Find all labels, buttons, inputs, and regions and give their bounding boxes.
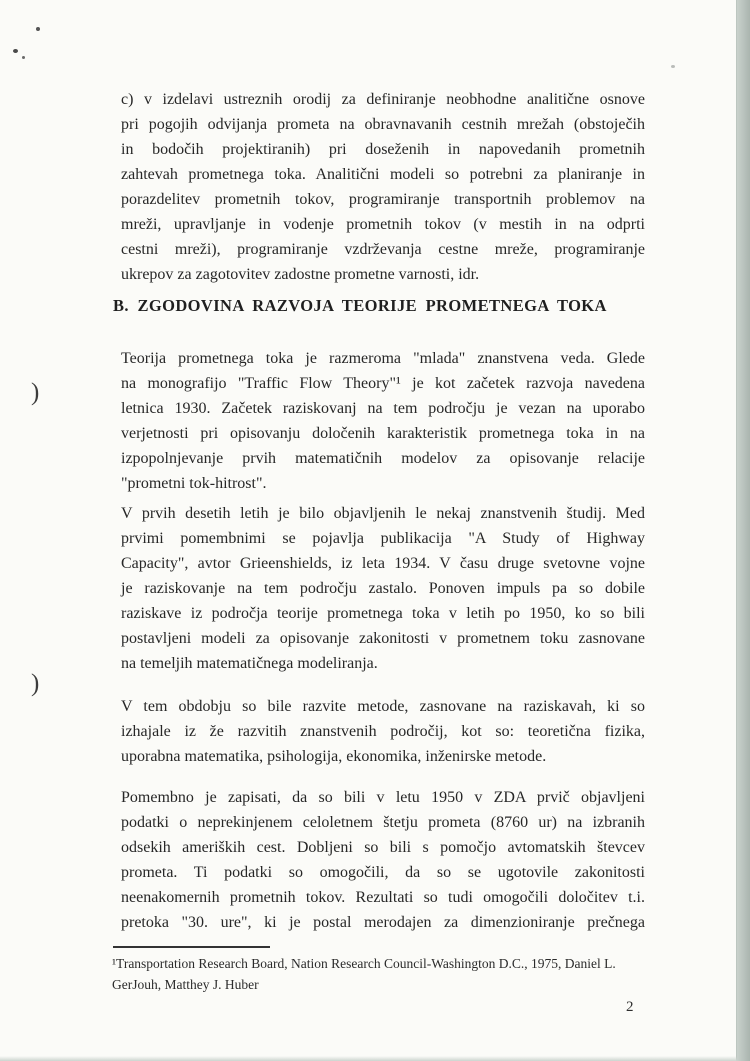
text-line: V tem obdobju so bile razvite metode, zasnovane na raziskavah, ki so: [121, 698, 645, 715]
footnote: [112, 953, 622, 995]
text-line: c) v izdelavi ustreznih orodij za definiranje neobhodne analitične osnove: [121, 91, 645, 108]
text-line: Pomembno je zapisati, da so bili v letu 1950 v ZDA prvič objavljeni: [121, 789, 645, 806]
ink-speck: [671, 65, 675, 68]
text-line: letnica 1930. Začetek raziskovanj na tem področju je vezan na uporabo: [121, 400, 645, 417]
text-line: in bodočih projektiranih) pri doseženih in napovedanih prometnih: [121, 141, 645, 158]
text-line: V prvih desetih letih je bilo objavljenih le nekaj znanstvenih študij. Med: [121, 505, 645, 522]
text-line: je raziskovanje na tem področju zastalo. Ponoven impuls pa so dobile: [121, 580, 645, 597]
text-line: ¹Transportation Research Board, Nation Research Council-Washington D.C., 1975, Daniel L.: [112, 956, 616, 971]
text-line: prometa. Ti podatki so omogočili, da so se ugotovile zakonitosti: [121, 864, 645, 881]
paragraph-item-c: [121, 87, 645, 287]
text-line: postavljeni modeli za opisovanje zakonitosti v prometnem toku zasnovane: [121, 630, 645, 647]
text-line: uporabna matematika, psihologija, ekonomika, inženirske metode.: [121, 748, 547, 765]
margin-annotation-mark: ): [31, 379, 40, 406]
text-line: na temeljih matematičnega modeliranja.: [121, 655, 378, 672]
text-line: mreži, upravljanje in vodenje prometnih tokov (v mestih in na odprti: [121, 216, 645, 233]
paragraph-pomembno: [121, 785, 645, 935]
text-line: Capacity", avtor Grieenshields, iz leta 1934. V času druge svetovne vojne: [121, 555, 645, 572]
margin-annotation-mark: ): [31, 670, 40, 697]
scan-edge-right: [736, 0, 750, 1061]
text-line: porazdelitev prometnih tokov, programiranje transportnih problemov na: [121, 191, 645, 208]
text-line: izhajale iz že razvitih znanstvenih področij, kot so: teoretična fizika,: [121, 723, 645, 740]
text-line: "prometni tok-hitrost".: [121, 475, 267, 492]
section-heading: B. ZGODOVINA RAZVOJA TEORIJE PROMETNEGA TOKA: [113, 296, 607, 315]
text-line: neenakomernih prometnih tokov. Rezultati so tudi omogočili določitev t.i.: [121, 889, 645, 906]
text-line: podatki o neprekinjenem celoletnem štetju prometa (8760 ur) na izbranih: [121, 814, 645, 831]
text-line: ukrepov za zagotovitev zadostne prometne varnosti, idr.: [121, 266, 480, 283]
page-number: 2: [626, 999, 634, 1015]
ink-speck: [22, 56, 25, 59]
text-line: zahtevah prometnega toka. Analitični modeli so potrebni za planiranje in: [121, 166, 645, 183]
footnote-separator-rule: [113, 946, 270, 948]
text-line: cestni mreži), programiranje vzdrževanja cestne mreže, programiranje: [121, 241, 645, 258]
text-line: na monografijo "Traffic Flow Theory"¹ je kot začetek razvoja navedena: [121, 375, 645, 392]
paragraph-teorija: [121, 346, 645, 496]
text-line: odsekih ameriških cest. Dobljeni so bili s pomočjo avtomatskih števcev: [121, 839, 645, 856]
text-line: pretoka "30. ure", ki je postal merodajen za dimenzioniranje prečnega: [121, 914, 645, 931]
text-line: raziskave iz področja teorije prometnega toka v letih po 1950, ko so bili: [121, 605, 645, 622]
paragraph-v-prvih: [121, 501, 645, 676]
text-line: GerJouh, Matthey J. Huber: [112, 977, 259, 992]
text-line: prvimi pomembnimi se pojavlja publikacija "A Study of Highway: [121, 530, 645, 547]
scan-edge-bottom: [0, 1056, 737, 1061]
text-line: izpopolnjevanje prvih matematičnih modelov za opisovanje relacije: [121, 450, 645, 467]
text-line: verjetnosti pri opisovanju določenih karakteristik prometnega toka in na: [121, 425, 645, 442]
ink-speck: [36, 27, 40, 31]
paragraph-v-tem: [121, 694, 645, 769]
ink-speck: [13, 49, 18, 53]
text-line: Teorija prometnega toka je razmeroma "mlada" znanstvena veda. Glede: [121, 350, 645, 367]
text-line: pri pogojih odvijanja prometa na obravnavanih cestnih mrežah (obstoječih: [121, 116, 645, 133]
